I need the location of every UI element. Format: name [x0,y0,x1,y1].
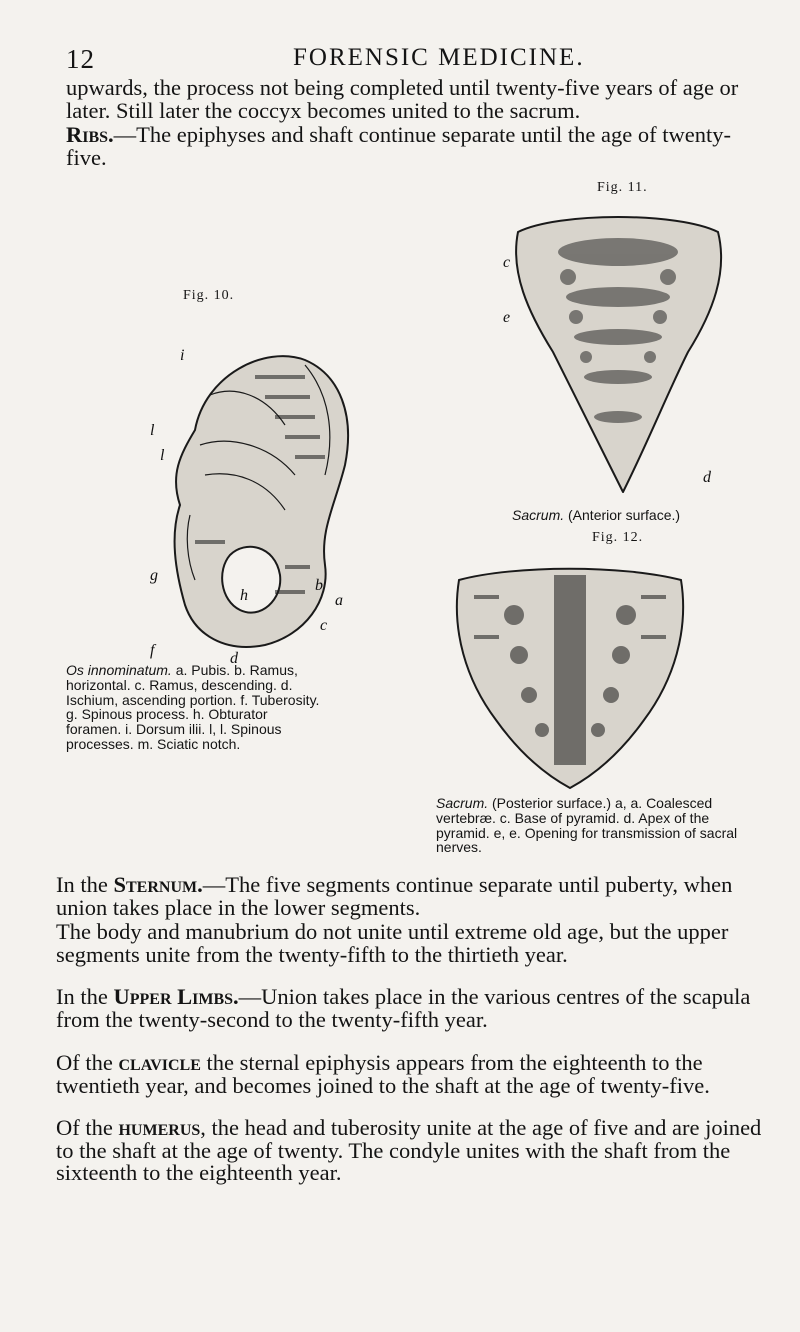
fig12-caption-title: Sacrum. [436,795,489,811]
fig11-letter-d: d [703,469,711,486]
clavicle-prefix: Of the [56,1050,119,1075]
paragraph-clavicle [56,1052,764,1097]
fig10-letter-d: d [230,650,238,665]
fig10-letter-g: g [150,567,158,584]
upper-limbs-text: —Union takes place in the various centres of the scapula from the twenty-second to the twenty-fifth year. [56,984,751,1032]
ribs-text: —The epiphyses and shaft continue separate until the age of twenty-five. [66,122,731,170]
fig11-letter-e1: e [503,309,511,326]
fig10-label: Fig. 10. [183,288,235,303]
fig10-letter-a: a [335,592,343,609]
sternum-prefix: In the [56,872,114,897]
fig11-caption-title: Sacrum. [512,507,565,523]
fig10-letter-h: h [240,587,248,604]
fig10-letter-c: c [320,617,328,634]
heading-sternum: Sternum. [113,872,203,897]
fig10-innominate-bone-illustration [135,335,370,665]
fig11-label: Fig. 11. [597,180,648,195]
fig11-caption [512,508,762,523]
fig10-letter-i: i [180,347,185,364]
fig10-caption-text: a. Pubis. b. Ramus, horizontal. c. Ramus, descending. d. Ischium, ascending portion. f. Tuberosity. g. Spinous process. h. Obturator foramen. i. Dorsum ilii. l, l. Spinous processes. m. Sciatic notch. [66,662,320,752]
fig12-label: Fig. 12. [592,530,644,545]
upper-limbs-prefix: In the [56,984,114,1009]
fig10-caption [66,663,326,752]
fig10-letter-f: f [150,642,155,659]
paragraph-upper-limbs [56,986,764,1031]
paragraph-coccyx: upwards, the process not being completed until twenty-five years of age or later. Still later the coccyx becomes united to the sacrum. [66,75,739,123]
paragraph-sternum [56,874,764,919]
heading-ribs: Ribs. [66,122,114,147]
fig10-letter-l2: l [160,447,165,464]
paragraph-manubrium: The body and manubrium do not unite until extreme old age, but the upper segments unite from the twenty-fifth to the thirtieth year. [56,919,729,967]
fig11-caption-text: (Anterior surface.) [568,507,681,523]
heading-humerus: humerus [118,1115,201,1140]
fig11-letter-c: c [503,254,511,271]
page-number: 12 [66,44,95,74]
paragraph-ribs [66,124,756,169]
humerus-text: , the head and tuberosity unite at the age of five and are joined to the shaft at the age of twenty. The condyle unites with the shaft from the sixteenth to the eighteenth year. [56,1115,762,1186]
fig10-letter-l1: l [150,422,155,439]
fig10-letter-b: b [315,577,323,594]
sternum-text: —The five segments continue separate until puberty, when union takes place in the lower segments. [56,872,733,920]
paragraph-humerus [56,1117,764,1185]
fig11-sacrum-anterior-illustration [498,192,738,504]
fig12-caption-text: (Posterior surface.) a, a. Coalesced vertebræ. c. Base of pyramid. d. Apex of the pyramid. e, e. Opening for transmission of sacral nerves. [436,795,738,856]
fig12-sacrum-posterior-illustration [444,560,696,790]
heading-upper-limbs: Upper Limbs. [113,984,239,1009]
fig12-caption [436,796,766,855]
humerus-prefix: Of the [56,1115,119,1140]
heading-clavicle: clavicle [118,1050,201,1075]
fig10-caption-title: Os innominatum. [66,662,172,678]
clavicle-text: the sternal epiphysis appears from the eighteenth to the twentieth year, and becomes joined to the shaft at the age of twenty-five. [56,1050,710,1098]
running-title: FORENSIC MEDICINE. [293,44,585,71]
